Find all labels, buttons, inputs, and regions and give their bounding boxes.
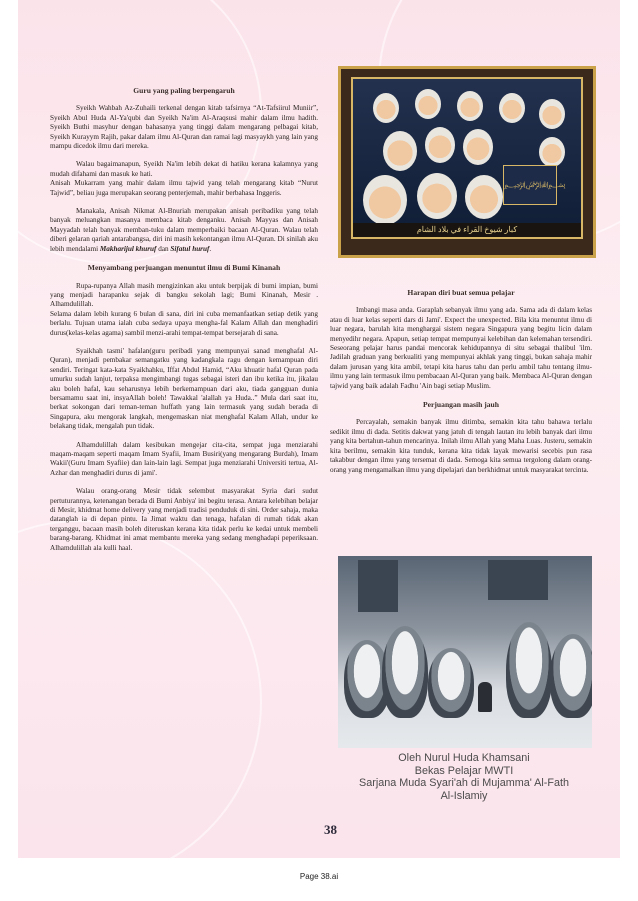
section-heading: Menyambang perjuangan menuntut ilmu di Bumi Kinanah [87, 263, 281, 273]
page-number: 38 [324, 822, 337, 837]
paragraph: Walau bagaimanapun, Syeikh Na'im lebih dekat di hatiku kerana kalamnya yang mudah difahami dan masuk ke hati. Anisah Mukarram yang mahir dalam ilmu tajwid yang telah mengarang kitab “Nurut Tajwid”, beliau juga merupakan seorang penterjemah, mahir berbahasa Inggeris. [50, 160, 318, 197]
scholar-portrait [415, 89, 441, 119]
building [358, 560, 398, 612]
scholar-portrait [457, 91, 483, 121]
poster-frame [351, 77, 583, 239]
right-text-column [330, 288, 592, 484]
paragraph: Alhamdulillah dalam kesibukan mengejar cita-cita, sempat juga menziarahi maqam-maqam seperti maqam Imam Syafii, Imam Busiri(yang mengarang Burdah), Imam Wakii'(Guru Imam Syafiie) dan lain-lain lagi. Sempat juga menziarahi Universiti tertua, Al-Azhar dan menghadiri durus di jami'. [50, 440, 318, 477]
byline-line: Oleh Nurul Huda Khamsani [398, 752, 530, 764]
page-label: Page 38.ai [299, 872, 339, 881]
paragraph: Walau orang-orang Mesir tidak selembut masyarakat Syria dari sudut pertuturannya, ketenangan berada di Bumi Anbiya' ini begitu terasa. Antara kelebihan belajar di Mesir, khidmat home delivery yang menjadi tradisi penduduk di sini. Order sahaja, maka datanglah ia di depan pintu. Ia Jimat waktu dan tenaga, hafalan di rumah tidak akan terganggu, bacaan masih boleh diteruskan kerana kita tidak perlu ke kedai untuk membeli barang-barang. Khidmat ini amat membantu mereka yang sedang menghadapi peperiksaan. Alhamdulillah ala kulli haal. [50, 487, 318, 552]
poster-banner: كبار شيوخ القراء في بلاد الشام [353, 223, 581, 237]
book-title: Makharijul khuruf [99, 244, 157, 253]
building [488, 560, 548, 600]
author-byline [330, 752, 598, 802]
byline-line: Bekas Pelajar MWTI [414, 764, 514, 777]
snowy-tree [382, 626, 428, 718]
snowy-park-photo [338, 556, 592, 748]
scholar-portrait [417, 173, 457, 219]
section-heading: Perjuangan masih jauh [423, 400, 499, 410]
left-text-column [50, 86, 318, 562]
scholar-portrait [539, 137, 565, 167]
byline-line: Sarjana Muda Syari'ah di Mujamma' Al-Fath [359, 777, 569, 790]
paragraph: Percayalah, semakin banyak ilmu ditimba, semakin kita tahu bahawa terlalu sedikit ilmu di dada. Setitis dakwat yang jatuh di tengah lautan itu lebih banyak dari ilmu yang kita bertahun-tahun mencarinya. Inilah ilmu Allah yang Maha Luas. Justeru, semakin kita berilmu, semakin kita tunduk, kerana kita tidak layak mewarisi secebis pun rasa takabbur dengan ilmu yang tersemat di dada. Semoga kita semua tergolong dalam orang-orang yang mengamalkan ilmu yang dipelajari dan berkhidmat untuk masyarakat tercinta. [330, 418, 592, 474]
scholar-portrait [425, 127, 455, 163]
scholar-portrait [465, 175, 503, 219]
person-silhouette [478, 682, 492, 712]
scholar-portrait [463, 129, 493, 165]
paragraph: Rupa-rupanya Allah masih mengizinkan aku untuk berpijak di bumi impian, bumi yang menjadi harapanku sejak di bangku sekolah lagi; Bumi Kinanah, Mesir . Alhamdulillah. Selama dalam lebih kurang 6 bulan di sana, diri ini cuba memanfaatkan setiap detik yang berlalu. Tujuan utama ialah cuba sedaya upaya mengha-fal Kalam Allah dan menghadiri durus(kelas-kelas agama) sambil menzi-arahi tempat-tempat bersejarah di sana. [50, 281, 318, 337]
byline-line: Al-Islamiy [440, 789, 488, 802]
scholar-portrait [373, 93, 399, 123]
snowy-tree [550, 634, 592, 718]
section-heading: Guru yang paling berpengaruh [133, 86, 235, 95]
book-title: Sifatul huruf [170, 244, 210, 253]
paragraph-text: Manakala, Anisah Nikmat Al-Bnuriah merupakan anisah peribadiku yang telah banyak meluangkan masanya membaca kitab denganku. Anisah Mayyas dan Anisah Mayyadah telah banyak memban-tuku dalam memperbaiki bacaan Al-Quran. Walau telah diberi gelaran qariah antarabangsa, diri ini masih kekontangan ilmu Al-Quran. Di sinilah aku lebih mendalami [50, 207, 318, 253]
scholar-portrait [363, 175, 407, 225]
scholar-portrait [499, 93, 525, 123]
scholar-portrait [383, 131, 417, 171]
snowy-tree [428, 648, 474, 718]
paragraph: Syaikhah tasmi' hafalan(guru peribadi yang mempunyai sanad menghafal Al-Quran), menjadi pembakar semangatku yang kadangkala ragu dengan kemampuan diri sendiri. Teringat kata-kata Syaikhahku, Iffat Abdul Hamid, “Aku khuatir hafal Quran pada umurku sudah lanjut, terpaksa mengimbangi tugas sebagai isteri dan ibu ketika itu, jikalau aku boleh hafal, kau seharusnya lebih berkemampuan dari aku, tiada gangguan dunia bersamamu saat ini, insyaAllah boleh! Tawakkal 'alallah ya Huda..” Mula dari saat itu, berkat sokongan dari teman-teman huffath yang lain termasuk yang sudah berada di Singapura, aku mengorak langkah, mengemaskan niat menghafal Kalam Allah, undur ke belakang tidak, mengalah pun tidak. [50, 346, 318, 431]
section-heading: Harapan diri buat semua pelajar [407, 288, 515, 297]
background-swirl [18, 520, 262, 858]
scholar-portrait [539, 99, 565, 129]
calligraphy-panel: ﷽ [503, 165, 557, 205]
snowy-tree [506, 622, 552, 718]
paragraph: Imbangi masa anda. Garaplah sebanyak ilmu yang ada. Sama ada di dalam kelas atau di luar kelas seperti dars di Jami'. Expect the unexpected. Bila kita menuntut ilmu di luar negara, barulah kita menghargai sistem negara Singapura yang begitu licin dalam menyedihr negara. Apapun, setiap tempat mempunyai kelebihan dan kelemahan tersendiri. Seseorang pelajar harus pandai mencorak kehidupannya di situ sebagai thalibul 'ilm. Jadilah graduan yang berkualiti yang mempunyai akhlak yang tinggi, bukan sahaja mahir dalam jurusan yang kita ambil, tetapi kita harus tahu dan perlu ambil tahu tentang ilmu-ilmu yang lain termasuk ilmu pembacaan Al-Quran yang baik. Membaca Al-Quran dengan tajwid yang baik adalah Fadhu 'Ain bagi setiap Muslim. [330, 306, 592, 390]
scholars-poster-photo [338, 66, 596, 258]
paragraph: Manakala, Anisah Nikmat Al-Bnuriah merupakan anisah peribadiku yang telah banyak meluangkan masanya membaca kitab denganku. Anisah Mayyas dan Anisah Mayyadah telah banyak memban-tuku dalam memperbaiki bacaan Al-Quran. Walau telah diberi gelaran qariah antarabangsa, diri ini masih kekontangan ilmu Al-Quran. Di sinilah aku lebih mendalami Makharijul khuruf dan Sifatul huruf. [50, 207, 318, 253]
conjunction-text: dan [158, 244, 169, 253]
magazine-page [18, 0, 620, 858]
paragraph: Syeikh Wahbah Az-Zuhaili terkenal dengan kitab tafsirnya “At-Tafsiirul Muniir”, Syeikh Abul Huda Al-Ya'qubi dan Syeikh Na'im Al-Araqsusi mahir dalam ilmu hadith. Syeikh Buthi masyhur dengan bahasanya yang tinggi dalam mengarang pelbagai kitab, Syeikh Kurayym Rajih, pakar dalam ilmu Al-Quran dan ramai lagi masyaykh yang lain yang mampu dicedok ilmu dari mereka. [50, 104, 318, 151]
